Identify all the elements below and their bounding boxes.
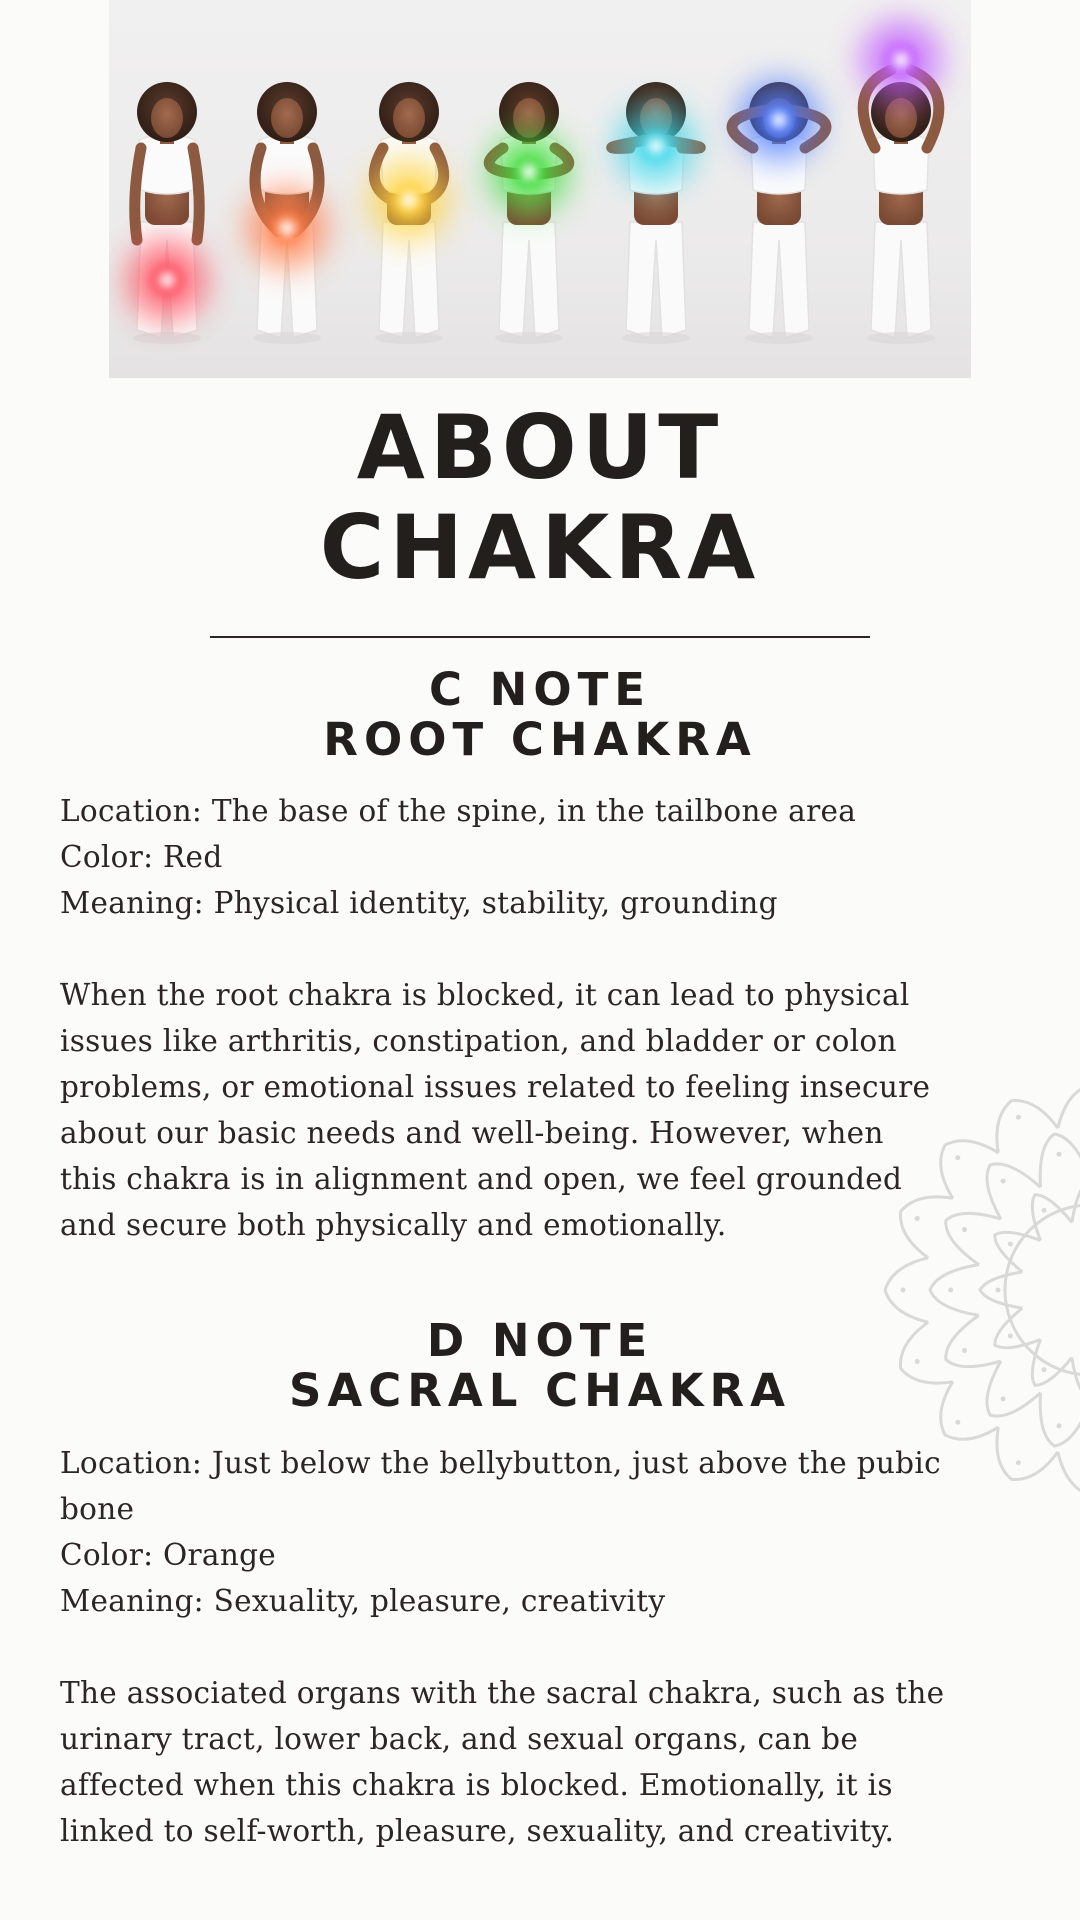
- hero-image: [109, 0, 971, 378]
- root-chakra-name: ROOT CHAKRA: [323, 713, 757, 766]
- root-chakra-description-line: about our basic needs and well-being. However, when: [60, 1116, 884, 1150]
- meditating-figure: [863, 70, 939, 344]
- root-chakra-meaning: Meaning: Physical identity, stability, grounding: [60, 886, 778, 920]
- sacral-chakra-meaning: Meaning: Sexuality, pleasure, creativity: [60, 1584, 666, 1618]
- sacral-chakra-description-line: linked to self-worth, pleasure, sexuality, and creativity.: [60, 1814, 895, 1848]
- root-chakra-color: Color: Red: [60, 840, 223, 874]
- root-chakra-location: Location: The base of the spine, in the tailbone area: [60, 794, 857, 828]
- chakra-glow: [247, 188, 327, 268]
- page-title: [0, 398, 1080, 598]
- chakra-glow: [739, 80, 819, 160]
- root-chakra-description-line: When the root chakra is blocked, it can lead to physical: [60, 978, 910, 1012]
- sacral-chakra-heading: [0, 1316, 1080, 1416]
- sacral-chakra-location-line: bone: [60, 1492, 135, 1526]
- root-chakra-note: C NOTE: [428, 663, 652, 716]
- chakra-glow: [369, 160, 449, 240]
- chakra-glow: [861, 20, 941, 100]
- title-divider: [210, 636, 870, 638]
- chakra-glow: [127, 240, 207, 320]
- page-title-line-1: ABOUT: [356, 396, 724, 499]
- root-chakra-description-line: problems, or emotional issues related to feeling insecure: [60, 1070, 931, 1104]
- meditating-figure: [489, 82, 569, 344]
- root-chakra-facts: [60, 788, 1020, 926]
- sacral-chakra-color: Color: Orange: [60, 1538, 277, 1572]
- root-chakra-description: [60, 972, 1020, 1248]
- chakra-glow: [616, 106, 696, 186]
- page-title-line-2: CHAKRA: [319, 496, 761, 599]
- sacral-chakra-facts: [60, 1440, 1020, 1624]
- sacral-chakra-location: [60, 1440, 1020, 1532]
- sacral-chakra-description: [60, 1670, 1020, 1854]
- sacral-chakra-name: SACRAL CHAKRA: [289, 1364, 791, 1417]
- chakra-figures-illustration: [109, 0, 971, 378]
- chakra-glow: [489, 132, 569, 212]
- sacral-chakra-description-line: The associated organs with the sacral chakra, such as the: [60, 1676, 945, 1710]
- sacral-chakra-description-line: urinary tract, lower back, and sexual organs, can be: [60, 1722, 859, 1756]
- sacral-chakra-location-line: Location: Just below the bellybutton, just above the pubic: [60, 1446, 941, 1480]
- root-chakra-description-line: and secure both physically and emotionally.: [60, 1208, 727, 1242]
- root-chakra-heading: [0, 665, 1080, 765]
- root-chakra-description-line: this chakra is in alignment and open, we feel grounded: [60, 1162, 903, 1196]
- root-chakra-description-line: issues like arthritis, constipation, and bladder or colon: [60, 1024, 897, 1058]
- sacral-chakra-note: D NOTE: [426, 1314, 654, 1367]
- sacral-chakra-description-line: affected when this chakra is blocked. Emotionally, it is: [60, 1768, 893, 1802]
